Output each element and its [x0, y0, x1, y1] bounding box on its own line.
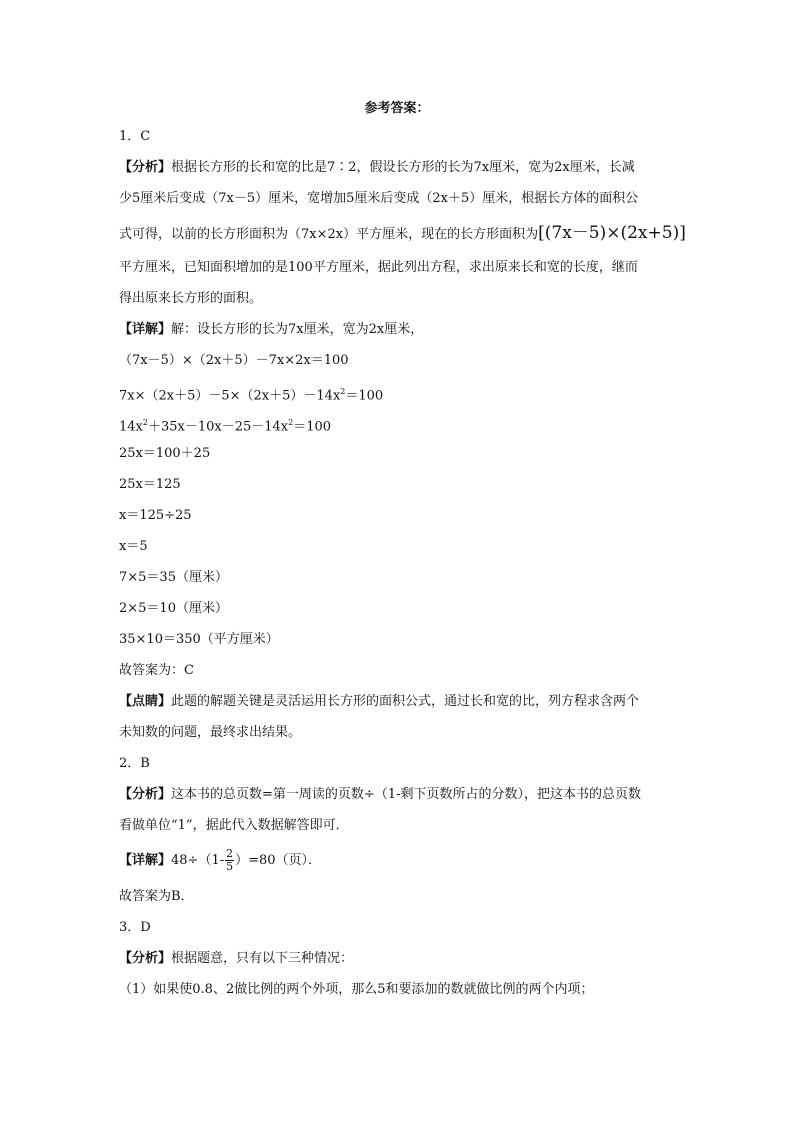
fraction-numerator: 2 — [226, 847, 234, 860]
q3-analysis-text: 根据题意，只有以下三种情况： — [171, 951, 354, 966]
q1-analysis-line-4: 平方厘米，已知面积增加的是100平方厘米，据此列出方程，求出原来长和宽的长度，继而 — [119, 260, 638, 275]
q1-analysis-line-3 — [119, 214, 686, 252]
eq3-part-b: ＋35x－10x－25－14x — [147, 419, 289, 435]
fraction-denominator: 5 — [226, 860, 234, 873]
q1-equation-1: （7x－5）×（2x＋5）－7x×2x＝100 — [119, 353, 349, 368]
q1-answer: 故答案为：C — [119, 663, 194, 678]
q1-number: 1．C — [119, 129, 151, 144]
q1-detail-line — [119, 314, 679, 345]
q1-equation-8: 7×5＝35（厘米） — [119, 570, 228, 585]
q2-analysis-line-2: 看做单位“1”，据此代入数据解答即可． — [119, 818, 349, 833]
q3-number: 3．D — [119, 920, 151, 935]
detail-tag: 【详解】 — [119, 853, 172, 868]
eq3-part-c: ＝100 — [293, 419, 332, 435]
fraction-two-fifths — [225, 848, 234, 873]
eq3-exponent-1: 2 — [142, 418, 148, 427]
comment-tag: 【点睛】 — [119, 694, 172, 709]
q2-answer: 故答案为B． — [119, 889, 194, 904]
q2-detail-part-a: 48÷（1- — [171, 853, 225, 868]
q1-equation-9: 2×5＝10（厘米） — [119, 601, 228, 616]
q1-equation-7: x＝5 — [119, 539, 148, 554]
q1-equation-2 — [119, 376, 679, 407]
eq3-exponent-2: 2 — [288, 418, 294, 427]
q2-analysis-line — [119, 779, 679, 810]
q2-number: 2．B — [119, 756, 150, 771]
q2-analysis-text: 这本书的总页数=第一周读的页数÷（1-剩下页数所占的分数），把这本书的总页数 — [171, 787, 641, 802]
q1-equation-5: 25x＝125 — [119, 477, 181, 492]
q1-equation-3 — [119, 407, 679, 438]
analysis-tag: 【分析】 — [119, 787, 172, 802]
answer-content — [119, 121, 686, 1005]
analysis-tag: 【分析】 — [119, 160, 172, 175]
q3-analysis-line — [119, 943, 679, 974]
q3-case-1: （1）如果使0.8、2做比例的两个外项，那么5和要添加的数就做比例的两个内项； — [119, 982, 594, 997]
q1-equation-6: x＝125÷25 — [119, 508, 192, 523]
q1-comment-text: 此题的解题关键是灵活运用长方形的面积公式，通过长和宽的比，列方程求含两个 — [171, 694, 640, 709]
q1-analysis-line-2: 少5厘米后变成（7x－5）厘米，宽增加5厘米后变成（2x＋5）厘米，根据长方体的面积公 — [119, 191, 639, 206]
q1-equation-4: 25x＝100＋25 — [119, 446, 211, 461]
eq3-part-a: 14x — [119, 419, 143, 435]
analysis-tag: 【分析】 — [119, 951, 172, 966]
q1-detail-text: 解：设长方形的长为7x厘米，宽为2x厘米， — [171, 322, 424, 337]
q2-detail-part-b: ）=80（页）． — [235, 853, 322, 868]
q1-analysis-line-5: 得出原来长方形的面积。 — [119, 291, 263, 306]
q1-area-expression: [(7x－5)×(2x+5)] — [538, 223, 686, 243]
q1-analysis-line — [119, 152, 679, 183]
eq2-part-a: 7x×（2x＋5）－5×（2x＋5）－14x — [119, 388, 341, 404]
eq2-part-b: ＝100 — [345, 388, 384, 404]
q1-analysis-text: 根据长方形的长和宽的比是7∶2，假设长方形的长为7x厘米，宽为2x厘米，长减 — [171, 160, 635, 175]
q1-analysis-text-3a: 式可得，以前的长方形面积为（7x×2x）平方厘米，现在的长方形面积为 — [119, 227, 539, 242]
q2-detail-line — [119, 841, 679, 881]
detail-tag: 【详解】 — [119, 322, 172, 337]
eq2-exponent: 2 — [340, 387, 346, 396]
q1-comment-line — [119, 686, 679, 717]
q1-equation-10: 35×10＝350（平方厘米） — [119, 632, 279, 647]
page-title: 参考答案： — [364, 101, 430, 116]
q1-comment-line-2: 未知数的问题，最终求出结果。 — [119, 725, 302, 740]
